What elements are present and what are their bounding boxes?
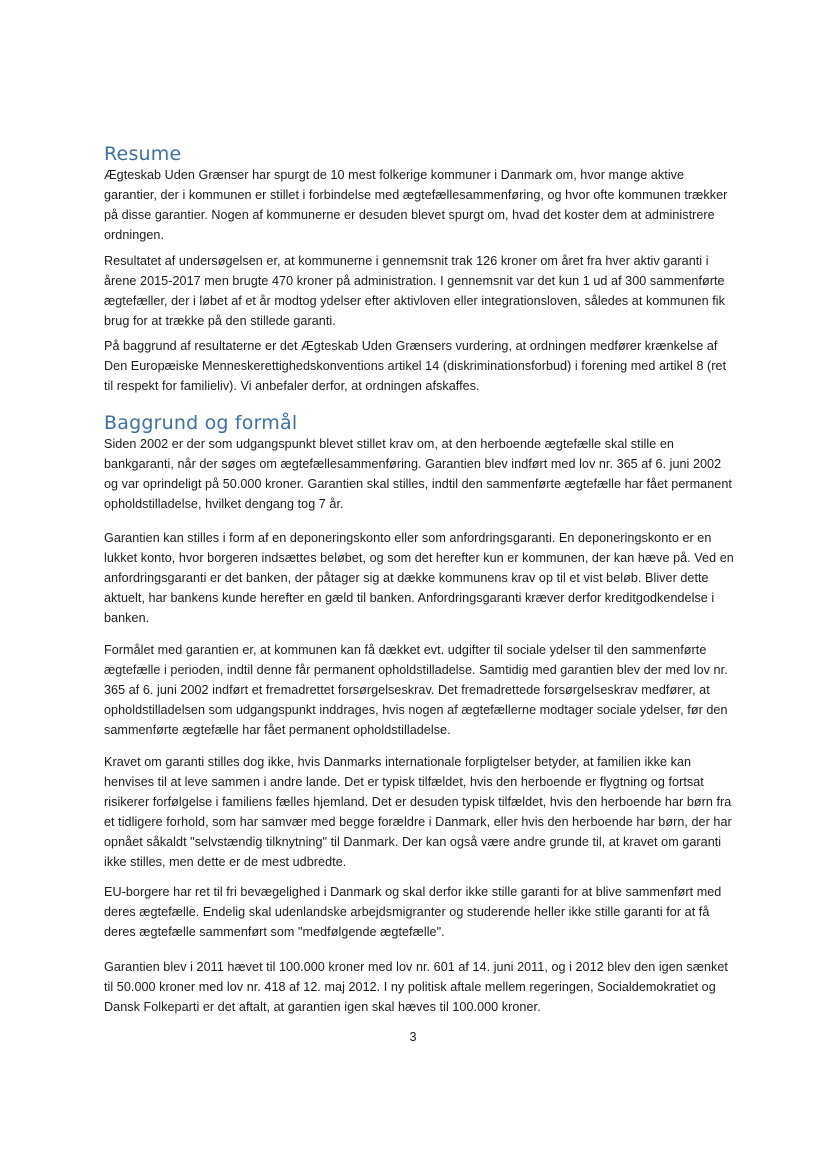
paragraph: På baggrund af resultaterne er det Ægteskab Uden Grænsers vurdering, at ordningen medfører krænkelse af Den Europæiske Menneskerettighedskonventions artikel 14 (diskriminationsforbud) i forening med artikel 8 (ret til respekt for familieliv). Vi anbefaler derfor, at ordningen afskaffes. — [104, 339, 727, 393]
paragraph: Kravet om garanti stilles dog ikke, hvis Danmarks internationale forpligtelser betyder, at familien ikke kan henvises til at leve sammen i andre lande. Det er typisk tilfældet, hvis den herboende er flygtning og fortsat risikerer forfølgelse i familiens fælles hjemland. Det er desuden typisk tilfældet, hvis den herboende har børn fra et tidligere forhold, som har samvær med begge forældre i Danmark, eller hvis den herboende har børn, der har opnået såkaldt "selvstændig tilknytning" til Danmark. Der kan også være andre grunde til, at kravet om garanti ikke stilles, men dette er de mest udbredte. — [104, 755, 732, 869]
section-heading-resume: Resume — [104, 143, 182, 165]
paragraph: Garantien blev i 2011 hævet til 100.000 kroner med lov nr. 601 af 14. juni 2011, og i 2012 blev den igen sænket til 50.000 kroner med lov nr. 418 af 12. maj 2012. I ny politisk aftale mellem regeringen, Socialdemokratiet og Dansk Folkeparti er det aftalt, at garantien igen skal hæves til 100.000 kroner. — [104, 960, 728, 1014]
section-heading-baggrund: Baggrund og formål — [104, 412, 298, 434]
paragraph: Ægteskab Uden Grænser har spurgt de 10 mest folkerige kommuner i Danmark om, hvor mange aktive garantier, der i kommunen er stillet i forbindelse med ægtefællesammenføring, og hvor ofte kommunen trækker på disse garantier. Nogen af kommunerne er desuden blevet spurgt om, hvad det koster dem at administrere ordningen. — [104, 168, 728, 242]
paragraph: Formålet med garantien er, at kommunen kan få dækket evt. udgifter til sociale ydelser til den sammenførte ægtefælle i perioden, indtil denne får permanent opholdstilladelse. Samtidig med garantien blev der med lov nr. 365 af 6. juni 2002 indført et fremadrettet forsørgelseskrav. Det fremadrettede forsørgelseskrav medfører, at opholdstilladelsen som udgangspunkt inddrages, hvis nogen af ægtefællerne modtager sociale ydelser, før den sammenførte ægtefælle har fået permanent opholdstilladelse. — [104, 643, 728, 737]
paragraph: EU-borgere har ret til fri bevægelighed i Danmark og skal derfor ikke stille garanti for at blive sammenført med deres ægtefælle. Endelig skal udenlandske arbejdsmigranter og studerende heller ikke stille garanti for at få deres ægtefælle sammenført som "medfølgende ægtefælle". — [104, 885, 722, 939]
page-number: 3 — [409, 1030, 417, 1044]
paragraph: Resultatet af undersøgelsen er, at kommunerne i gennemsnit trak 126 kroner om året fra hver aktiv garanti i årene 2015-2017 men brugte 470 kroner på administration. I gennemsnit var det kun 1 ud af 300 sammenførte ægtefæller, der i løbet af et år modtog ydelser efter aktivloven eller integrationsloven, således at kommunen fik brug for at trække på den stillede garanti. — [104, 254, 725, 328]
paragraph: Siden 2002 er der som udgangspunkt blevet stillet krav om, at den herboende ægtefælle skal stille en bankgaranti, når der søges om ægtefællesammenføring. Garantien blev indført med lov nr. 365 af 6. juni 2002 og var oprindeligt på 50.000 kroner. Garantien skal stilles, indtil den sammenførte ægtefælle har fået permanent opholdstilladelse, hvilket dengang tog 7 år. — [104, 437, 732, 511]
paragraph: Garantien kan stilles i form af en deponeringskonto eller som anfordringsgaranti. En deponeringskonto er en lukket konto, hvor borgeren indsættes beløbet, og som det herefter kun er kommunen, der kan hæve på. Ved en anfordringsgaranti er det banken, der påtager sig at dække kommunens krav op til et vist beløb. Bliver dette aktuelt, har bankens kunde herefter en gæld til banken. Anfordringsgaranti kræver derfor kreditgodkendelse i banken. — [104, 531, 734, 625]
